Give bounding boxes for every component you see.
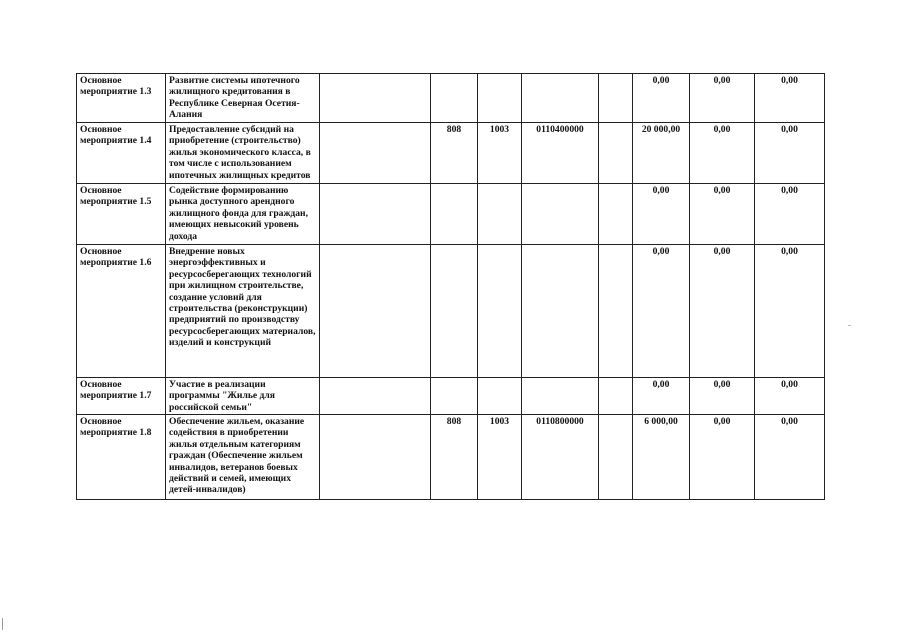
- cell-rzpr: [478, 245, 522, 378]
- cell-y3: 0,00: [755, 184, 825, 245]
- cell-csr: [522, 245, 599, 378]
- cell-y2: 0,00: [690, 378, 755, 415]
- cell-rzpr: [478, 184, 522, 245]
- cell-grbs: [431, 245, 478, 378]
- table-row: [77, 378, 825, 415]
- cell-activity: Основное мероприятие 1.8: [77, 415, 166, 500]
- cell-vr: [599, 245, 633, 378]
- cell-y1: 20 000,00: [633, 123, 690, 184]
- cell-rzpr: 1003: [478, 123, 522, 184]
- cell-y1: 0,00: [633, 378, 690, 415]
- cell-grbs: [431, 184, 478, 245]
- cell-grbs: [431, 378, 478, 415]
- cell-executor: [320, 74, 431, 123]
- cell-y2: 0,00: [690, 245, 755, 378]
- cell-activity: Основное мероприятие 1.7: [77, 378, 166, 415]
- cell-y1: 0,00: [633, 74, 690, 123]
- cell-description: Развитие системы ипотечного жилищного кредитования в Республике Северная Осетия-Алания: [166, 74, 320, 123]
- scan-artifact: [2, 618, 3, 630]
- table-row: [77, 245, 825, 378]
- table-row: [77, 184, 825, 245]
- cell-y3: 0,00: [755, 74, 825, 123]
- cell-executor: [320, 378, 431, 415]
- budget-table: [76, 73, 825, 500]
- cell-activity: Основное мероприятие 1.4: [77, 123, 166, 184]
- cell-y3: 0,00: [755, 378, 825, 415]
- cell-executor: [320, 415, 431, 500]
- cell-y1: 0,00: [633, 245, 690, 378]
- cell-y2: 0,00: [690, 415, 755, 500]
- cell-y2: 0,00: [690, 184, 755, 245]
- cell-activity: Основное мероприятие 1.3: [77, 74, 166, 123]
- cell-rzpr: [478, 74, 522, 123]
- cell-y1: 0,00: [633, 184, 690, 245]
- cell-grbs: [431, 74, 478, 123]
- cell-description: Участие в реализации программы "Жилье для российской семьи": [166, 378, 320, 415]
- cell-y3: 0,00: [755, 123, 825, 184]
- cell-vr: [599, 415, 633, 500]
- cell-description: Обеспечение жильем, оказание содействия в приобретении жилья отдельным категориям граждан (Обеспечение жильем инвалидов, ветеранов боевых действий и семей, имеющих детей-инвалидов): [166, 415, 320, 500]
- cell-executor: [320, 245, 431, 378]
- cell-vr: [599, 123, 633, 184]
- cell-y3: 0,00: [755, 245, 825, 378]
- cell-y3: 0,00: [755, 415, 825, 500]
- cell-csr: 0110800000: [522, 415, 599, 500]
- cell-y1: 6 000,00: [633, 415, 690, 500]
- cell-rzpr: 1003: [478, 415, 522, 500]
- cell-csr: [522, 74, 599, 123]
- cell-vr: [599, 184, 633, 245]
- cell-description: Внедрение новых энергоэффективных и ресурсосберегающих технологий при жилищном строительстве, создание условий для строительства (реконструкции) предприятий по производству ресурсосберегающих материалов, изделий и конструкций: [166, 245, 320, 378]
- cell-y2: 0,00: [690, 123, 755, 184]
- cell-csr: [522, 184, 599, 245]
- cell-grbs: 808: [431, 415, 478, 500]
- table-row: [77, 74, 825, 123]
- cell-executor: [320, 184, 431, 245]
- scan-artifact: [848, 325, 851, 326]
- cell-activity: Основное мероприятие 1.6: [77, 245, 166, 378]
- cell-csr: [522, 378, 599, 415]
- cell-executor: [320, 123, 431, 184]
- cell-vr: [599, 378, 633, 415]
- table-row: [77, 123, 825, 184]
- cell-grbs: 808: [431, 123, 478, 184]
- cell-description: Предоставление субсидий на приобретение (строительство) жилья экономического класса, в том числе с использованием ипотечных жилищных кредитов: [166, 123, 320, 184]
- table-row: [77, 415, 825, 500]
- cell-activity: Основное мероприятие 1.5: [77, 184, 166, 245]
- cell-description: Содействие формированию рынка доступного арендного жилищного фонда для граждан, имеющих невысокий уровень дохода: [166, 184, 320, 245]
- cell-rzpr: [478, 378, 522, 415]
- cell-csr: 0110400000: [522, 123, 599, 184]
- cell-y2: 0,00: [690, 74, 755, 123]
- cell-vr: [599, 74, 633, 123]
